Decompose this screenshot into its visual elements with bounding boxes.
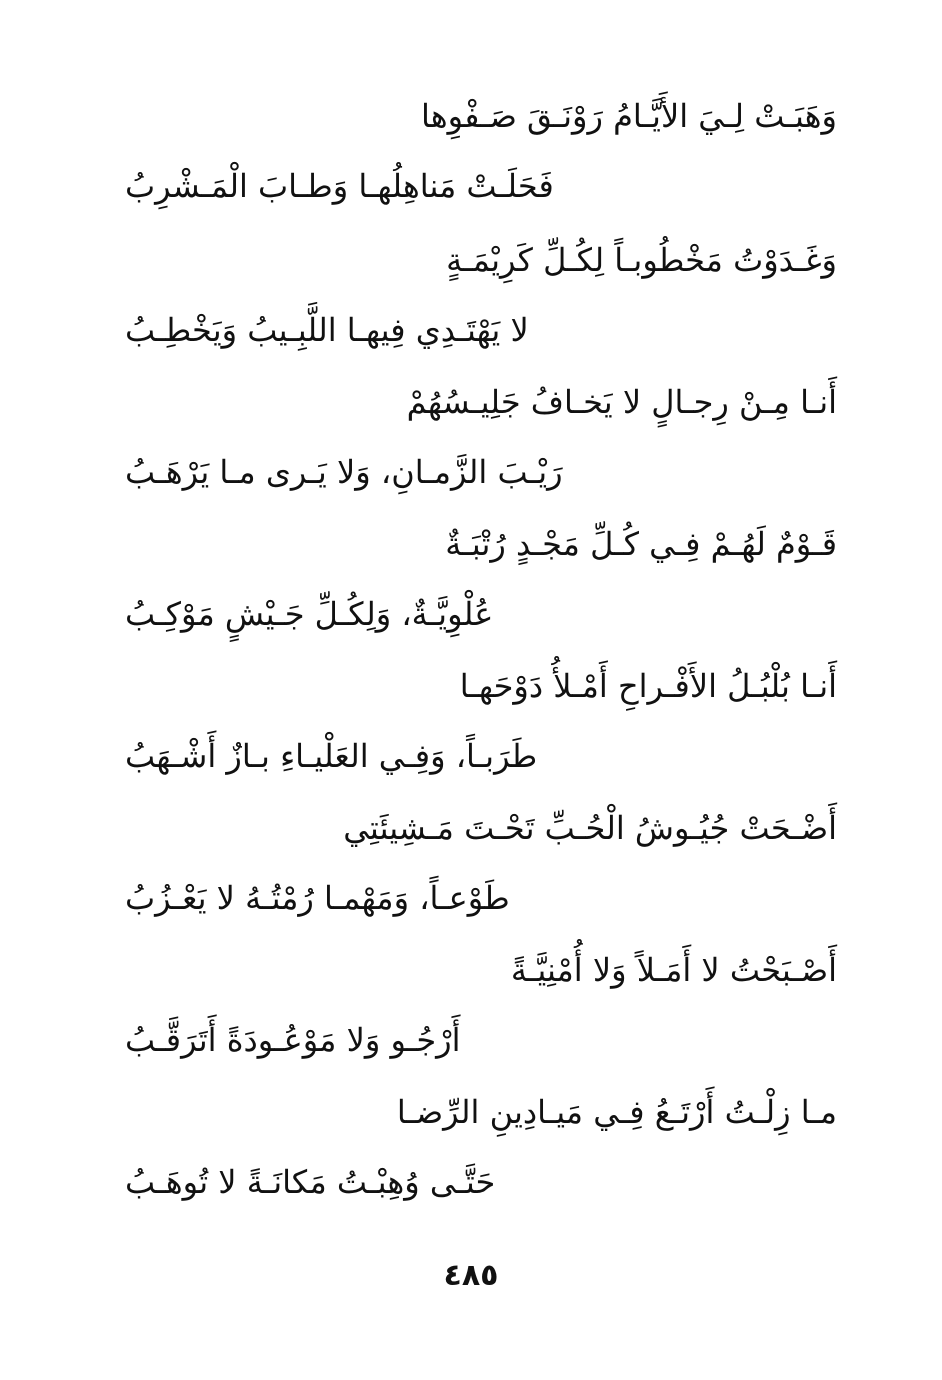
verse-line: رَيْـبَ الزَّمـانِ، وَلا يَـرى مـا يَرْهَـبُ [125, 453, 563, 491]
verse-line: عُلْوِيَّـةٌ، وَلِكُـلِّ جَـيْشٍ مَوْكِـبُ [125, 595, 494, 633]
verse-line: أَضْـحَتْ جُيُـوشُ الْحُـبِّ تَحْـتَ مَـشِيئَتِي [343, 809, 837, 847]
verse-line: طَرَبـاً، وَفِـي العَلْيـاءِ بـازٌ أَشْـهَبُ [125, 737, 538, 775]
page-number: ٤٨٥ [443, 1258, 499, 1293]
verse-line: طَوْعـاً، وَمَهْمـا رُمْتُـهُ لا يَعْـزُبُ [125, 879, 510, 917]
verse-line: قَـوْمٌ لَهُـمْ فِـي كُـلِّ مَجْـدٍ رُتْبَـةٌ [445, 525, 837, 563]
verse-line: أَرْجُـو وَلا مَوْعُـودَةً أَتَرَقَّـبُ [125, 1021, 461, 1059]
verse-line: فَحَلَـتْ مَناهِلُهـا وَطـابَ الْمَـشْرِبُ [125, 167, 554, 205]
verse-line: حَتَّـى وُهِبْـتُ مَكانَـةً لا تُوهَـبُ [125, 1163, 496, 1201]
verse-line: أَصْـبَحْتُ لا أَمَـلاً وَلا أُمْنِيَّـةً [510, 951, 837, 989]
verse-line: لا يَهْتَـدِي فِيهـا اللَّبِـيبُ وَيَخْطِـبُ [125, 311, 529, 349]
verse-line: وَغَـدَوْتُ مَخْطُوبـاً لِكُـلِّ كَرِيْمَـةٍ [446, 241, 837, 279]
verse-line: أَنـا بُلْبُـلُ الأَفْـراحِ أَمْـلأُ دَوْحَهـا [459, 667, 837, 705]
verse-line: وَهَبَـتْ لِـيَ الأَيَّـامُ رَوْنَـقَ صَـفْوِها [420, 97, 837, 135]
verse-line: أَنـا مِـنْ رِجـالٍ لا يَخـافُ جَلِيـسُهُمْ [406, 383, 837, 421]
verse-line: مـا زِلْـتُ أَرْتَـعُ فِـي مَيـادِينِ الرِّضـا [396, 1093, 837, 1131]
